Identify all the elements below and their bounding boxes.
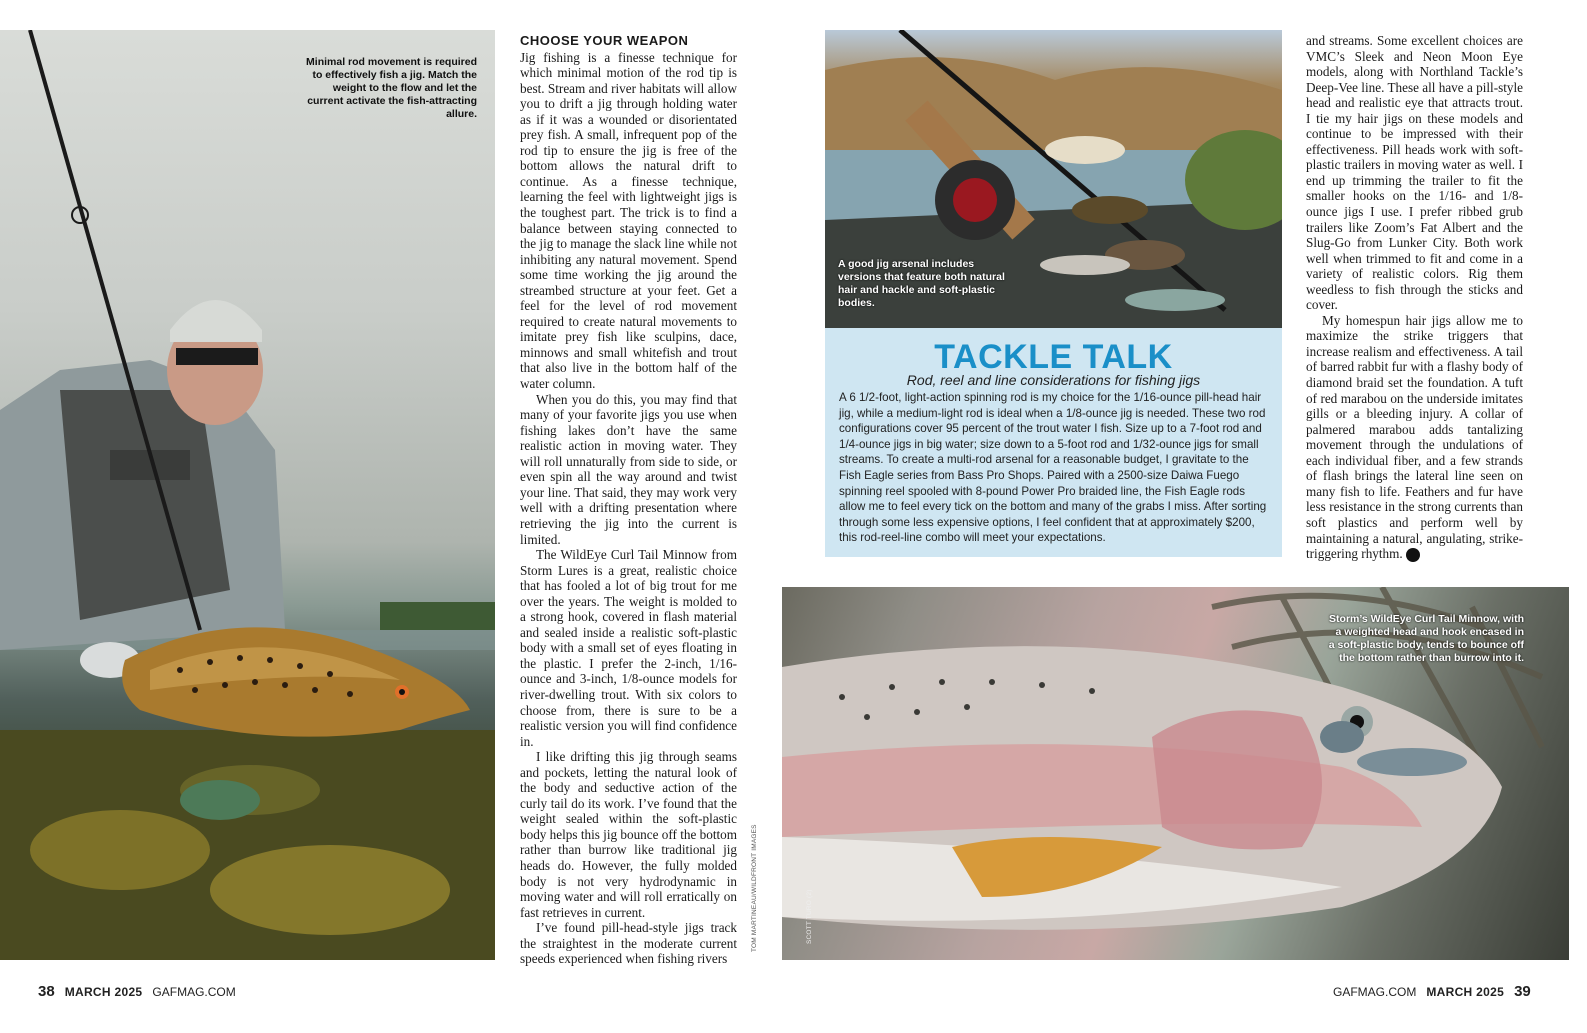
article-paragraph: When you do this, you may find that many of your favorite jigs you use when fishing lakes don’t have the same realistic action in moving water. They will roll unnaturally from side to side, or even spin all the way around and twist your line. That said, they may work very well with a drifting presentation where retrieving the jig into the current is limited.: [520, 391, 737, 547]
left-site-name: GAFMAG.COM: [152, 985, 236, 999]
right-issue-date: MARCH 2025: [1426, 985, 1505, 999]
sidebar-subtitle: Rod, reel and line considerations for fishing jigs: [906, 372, 1201, 388]
tackle-talk-sidebar: [825, 328, 1282, 557]
article-paragraph: Jig fishing is a finesse technique for which minimal motion of the rod tip is best. Stream and river habitats will allow you to drift a jig through holding water as if it was a wounded or disorientated prey fish. A small, infrequent pop of the rod tip to ensure the jig is free of the bottom allows the natural drift to continue. As a finesse technique, learning the feel with lightweight jigs is the toughest part. The trick is to find a balance between staying connected to the jig to manage the slack line while not inhibiting any natural movement. Spend some time working the jig around the streambed structure at your feet. Get a feel for the level of rod movement required to create natural movements to imitate prey fish like sculpins, dace, minnows and small whitefish and trout that also live in the bottom half of the water column.: [520, 49, 737, 392]
article-column-1: [520, 33, 737, 967]
article-paragraph-text: My homespun hair jigs allow me to maximize the strike triggers that increase realism and effectiveness. A tail of barred rabbit fur with a flashy body of diamond braid set the foundation. A tuft of red marabou on the underside imitates gills or a bleeding injury. A collar of palmered marabou adds tantalizing movement through the undulations of each individual fiber, and a few strands of flash brings the lateral line seen on many fish to life. Feathers and fur have less resistance in the strong currents than soft plastics and perform well by maintaining a natural, angulating, strike-triggering rhythm.: [1306, 312, 1523, 562]
right-folio: [1333, 983, 1531, 1000]
angler-photo: [0, 30, 495, 960]
article-paragraph: and streams. Some excellent choices are VMC’s Sleek and Neon Moon Eye models, along with Northland Tackle’s Deep-Vee line. These all have a pill-style head and realistic eye that attracts trout. I tie my hair jigs on these models and continue to be impressed with their effectiveness. Pill heads work with soft-plastic trailers in moving water as well. I end up trimming the trailer to fit the smaller hooks on the 1/16- and 1/8-ounce jigs I use. I prefer ribbed grub trailers like Zoom’s Fat Albert and the Slug-Go from Lunker City. Both work well when trimmed to fit and come in a variety of realistic colors. Rig them weedless to fish through the sticks and cover.: [1306, 33, 1523, 313]
jig-arsenal-caption: A good jig arsenal includes versions that feature both natural hair and hackle and soft-plastic bodies.: [838, 258, 1005, 309]
photo-credit-left: TOM MARTINEAU/WILDFRONT IMAGES: [751, 824, 758, 952]
right-site-name: GAFMAG.COM: [1333, 985, 1417, 999]
rainbow-trout-caption: Storm’s WildEye Curl Tail Minnow, with a weighted head and hook encased in a soft-plastic body, tends to bounce off the bottom rather than burrow into it.: [1328, 613, 1524, 664]
left-page-number: 38: [38, 983, 55, 1000]
article-column-2: [1306, 33, 1523, 562]
right-page-number: 39: [1514, 983, 1531, 1000]
end-mark-icon: GF: [1406, 548, 1420, 562]
photo-credit-right: SCOTT TURO (2): [806, 889, 813, 944]
article-paragraph: The WildEye Curl Tail Minnow from Storm Lures is a great, realistic choice that has fooled a lot of big trout for me over the years. The weight is molded to a strong hook, covered in flash material and sealed inside a realistic soft-plastic body with a small set of eyes floating in the plastic. I prefer the 2-inch, 1/16-ounce and 3-inch, 1/8-ounce models for river-dwelling trout. With six colors to choose from, there is sure to be a realistic version you will find confidence in.: [520, 547, 737, 749]
sidebar-body: A 6 1/2-foot, light-action spinning rod is my choice for the 1/16-ounce pill-head hair jig, while a medium-light rod is ideal when a 1/8-ounce jig is needed. These two rod configurations cover 95 percent of the trout water I fish. Size up to a 7-foot rod and 1/4-ounce jigs in big water; size down to a 5-foot rod and 1/32-ounce jigs for small streams. To create a multi-rod arsenal for a reasonable budget, I gravitate to the Fish Eagle series from Bass Pro Shops. Paired with a 2500-size Daiwa Fuego spinning reel spooled with 8-pound Power Pro braided line, the Fish Eagle rods allow me to feel every tick on the bottom and many of the grabs I miss. After sorting through some less expensive options, I feel confident that at approximately $200, this rod-reel-line combo will meet your expectations.: [839, 391, 1267, 545]
article-paragraph: I like drifting this jig through seams and pockets, letting the natural look of the body and seductive action of the curly tail do its work. I’ve found that the weight sealed within the soft-plastic body helps this jig bounce off the bottom rather than burrow like traditional jig heads do. However, the fully molded body is not very hydrodynamic in moving water and will roll erratically on fast retrieves in current.: [520, 749, 737, 920]
angler-photo-caption: Minimal rod movement is required to effectively fish a jig. Match the weight to the flow and let the current activate the fish-attracting allure.: [306, 56, 477, 120]
left-folio: [38, 983, 236, 1000]
left-issue-date: MARCH 2025: [64, 985, 143, 999]
sidebar-title: TACKLE TALK: [934, 338, 1173, 376]
angler-illustration: [0, 30, 495, 960]
article-paragraph: [1306, 313, 1523, 562]
article-paragraph: I’ve found pill-head-style jigs track the straightest in the moderate current speeds experienced when fishing rivers: [520, 920, 737, 967]
section-heading: CHOOSE YOUR WEAPON: [520, 33, 689, 48]
